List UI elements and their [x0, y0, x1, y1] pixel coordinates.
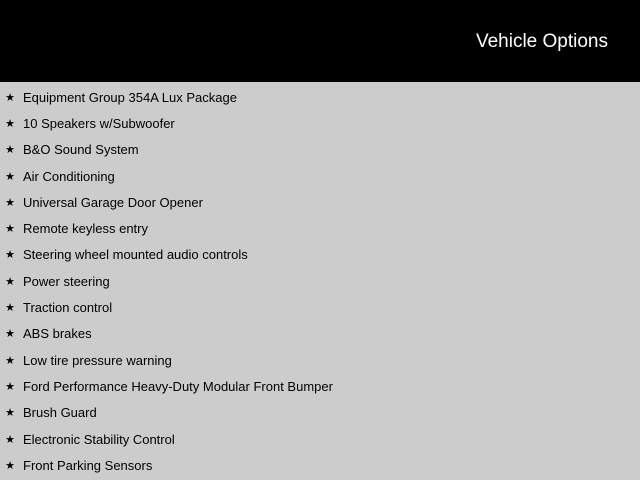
- list-item: [0, 163, 640, 189]
- header-bar: [0, 0, 640, 82]
- list-item: [0, 347, 640, 373]
- list-item: [0, 242, 640, 268]
- page-title: Vehicle Options: [475, 31, 608, 52]
- star-icon: ★: [5, 169, 15, 183]
- option-label: ABS brakes: [23, 326, 92, 342]
- list-item: [0, 321, 640, 347]
- star-icon: ★: [5, 143, 15, 157]
- list-item: [0, 110, 640, 136]
- list-item: [0, 373, 640, 399]
- option-label: Traction control: [23, 300, 113, 316]
- option-label: Air Conditioning: [23, 168, 115, 184]
- option-label: Equipment Group 354A Lux Package: [23, 89, 237, 105]
- star-icon: ★: [5, 301, 15, 315]
- option-label: B&O Sound System: [23, 142, 139, 158]
- list-item: [0, 452, 640, 478]
- option-label: Brush Guard: [23, 405, 97, 421]
- option-label: Electronic Stability Control: [23, 431, 175, 447]
- star-icon: ★: [5, 353, 15, 367]
- option-label: Remote keyless entry: [23, 221, 148, 237]
- star-icon: ★: [5, 432, 15, 446]
- list-item: [0, 294, 640, 320]
- star-icon: ★: [5, 406, 15, 420]
- options-list: [0, 84, 640, 478]
- star-icon: ★: [5, 90, 15, 104]
- list-item: [0, 215, 640, 241]
- list-item: [0, 426, 640, 452]
- star-icon: ★: [5, 222, 15, 236]
- option-label: Low tire pressure warning: [23, 352, 172, 368]
- option-label: Universal Garage Door Opener: [23, 194, 203, 210]
- star-icon: ★: [5, 327, 15, 341]
- option-label: Steering wheel mounted audio controls: [23, 247, 248, 263]
- option-label: Power steering: [23, 273, 110, 289]
- star-icon: ★: [5, 248, 15, 262]
- list-item: [0, 400, 640, 426]
- star-icon: ★: [5, 116, 15, 130]
- option-label: 10 Speakers w/Subwoofer: [23, 115, 175, 131]
- star-icon: ★: [5, 379, 15, 393]
- star-icon: ★: [5, 274, 15, 288]
- star-icon: ★: [5, 195, 15, 209]
- star-icon: ★: [5, 458, 15, 472]
- list-item: [0, 268, 640, 294]
- option-label: Front Parking Sensors: [23, 457, 153, 473]
- list-item: [0, 189, 640, 215]
- option-label: Ford Performance Heavy-Duty Modular Front Bumper: [23, 378, 333, 394]
- list-item: [0, 137, 640, 163]
- list-item: [0, 84, 640, 110]
